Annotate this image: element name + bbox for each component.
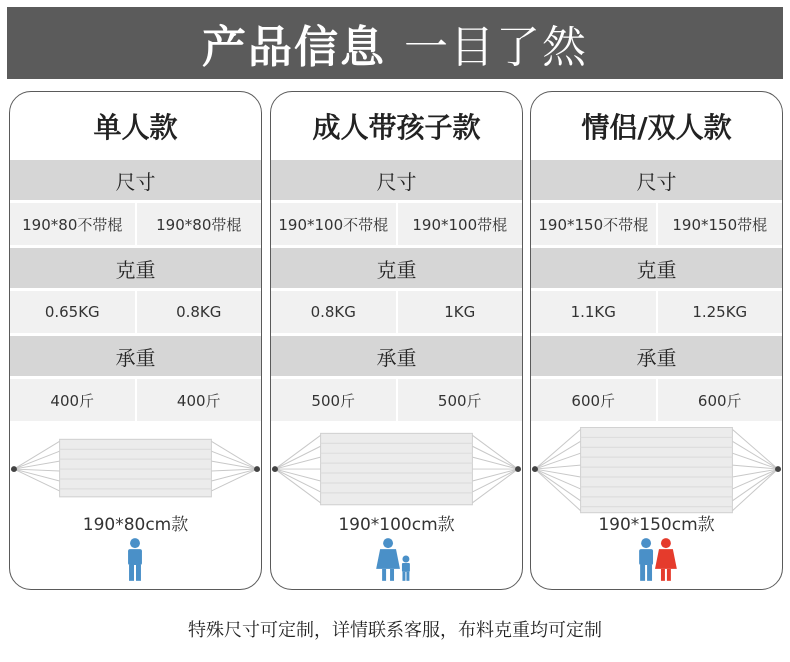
load-header: 承重: [271, 336, 522, 376]
footer-note: 特殊尺寸可定制，详情联系客服，布料克重均可定制: [188, 620, 602, 641]
page-header: [7, 7, 783, 79]
weight-value: 0.8KG: [271, 291, 398, 333]
weight-values: [10, 291, 261, 333]
load-value: 400斤: [10, 379, 137, 421]
card-title: 成人带孩子款: [312, 111, 481, 144]
size-header: 尺寸: [271, 160, 522, 200]
load-values: [10, 379, 261, 421]
size-values: [531, 203, 782, 245]
load-values: [531, 379, 782, 421]
header-title-light: 一目了然: [404, 22, 588, 73]
weight-value: 1KG: [444, 303, 476, 321]
hammock-size-caption: 190*80cm款: [82, 515, 189, 535]
size-value: 190*80不带棍: [10, 203, 137, 245]
size-value: 190*100不带棍: [271, 203, 398, 245]
product-card-single: [9, 91, 262, 590]
size-value: 190*150带棍: [672, 215, 768, 234]
size-value: 190*150不带棍: [531, 203, 658, 245]
weight-values: [271, 291, 522, 333]
size-value: 190*100带棍: [412, 215, 508, 234]
weight-value: 1.1KG: [531, 291, 658, 333]
weight-value: 1.25KG: [692, 303, 748, 321]
size-header: 尺寸: [531, 160, 782, 200]
weight-value: 0.65KG: [10, 291, 137, 333]
size-values: [10, 203, 261, 245]
adult-with-child-icon: [271, 537, 522, 583]
load-value: 600斤: [697, 391, 742, 410]
load-values: [271, 379, 522, 421]
load-value: 400斤: [176, 391, 221, 410]
hammock-size-caption: 190*150cm款: [598, 515, 715, 535]
card-title: 情侣/双人款: [581, 111, 732, 144]
product-card-adult-child: [270, 91, 523, 590]
single-person-icon: [10, 537, 261, 583]
weight-header: 克重: [10, 248, 261, 288]
size-header: 尺寸: [10, 160, 261, 200]
load-header: 承重: [10, 336, 261, 376]
load-value: 600斤: [531, 379, 658, 421]
load-value: 500斤: [437, 391, 482, 410]
product-card-couple: [530, 91, 783, 590]
load-header: 承重: [531, 336, 782, 376]
header-title-bold: 产品信息: [202, 22, 386, 73]
weight-values: [531, 291, 782, 333]
load-value: 500斤: [271, 379, 398, 421]
weight-value: 0.8KG: [176, 303, 222, 321]
card-title: 单人款: [93, 111, 178, 144]
size-values: [271, 203, 522, 245]
hammock-size-caption: 190*100cm款: [338, 515, 455, 535]
weight-header: 克重: [531, 248, 782, 288]
weight-header: 克重: [271, 248, 522, 288]
couple-icon: [531, 537, 782, 583]
size-value: 190*80带棍: [156, 215, 242, 234]
